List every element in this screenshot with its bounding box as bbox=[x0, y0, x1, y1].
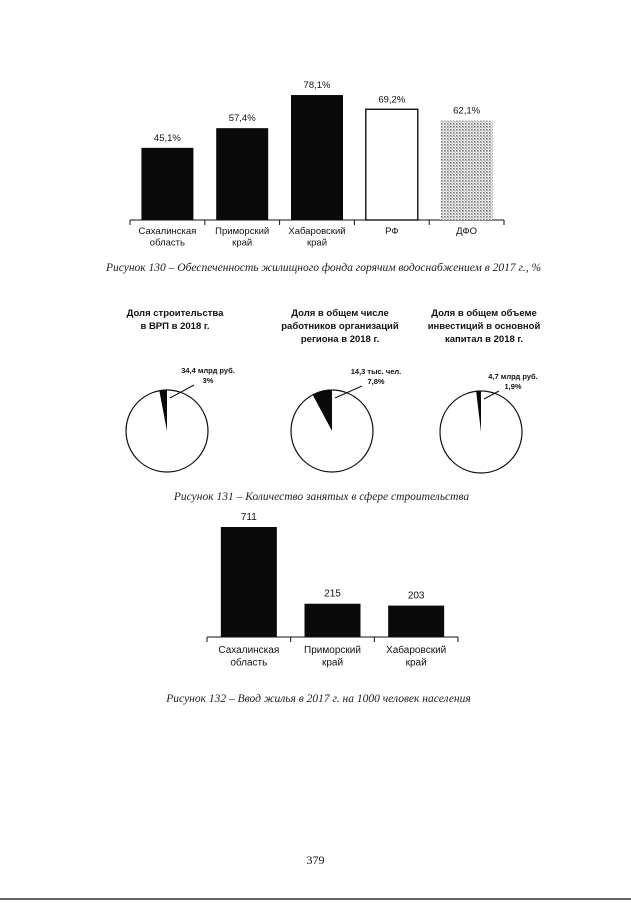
data-label: 215 bbox=[324, 588, 341, 600]
data-label: 711 bbox=[240, 512, 257, 523]
pie-title: в ВРП в 2018 г. bbox=[140, 321, 210, 332]
pie-title: региона в 2018 г. bbox=[300, 334, 380, 345]
pie-data-label: 1,9% bbox=[504, 382, 522, 391]
pie-title: Доля строительства bbox=[126, 308, 224, 319]
pie-title: Доля в общем числе bbox=[291, 308, 389, 319]
bar bbox=[305, 604, 361, 637]
pie-data-label: 3% bbox=[202, 376, 214, 385]
data-label: 62,1% bbox=[453, 105, 481, 117]
bottom-scan-rule bbox=[0, 898, 631, 900]
x-tick-label: край bbox=[405, 657, 427, 669]
x-tick-label: Хабаровский bbox=[288, 226, 346, 237]
pie-title: капитал в 2018 г. bbox=[444, 334, 524, 345]
x-tick-label: край bbox=[306, 237, 328, 249]
x-tick-label: Сахалинская bbox=[218, 645, 280, 656]
x-tick-label: Сахалинская bbox=[138, 226, 197, 237]
x-tick-label: область bbox=[230, 657, 268, 669]
x-tick-label: ДФО bbox=[456, 226, 478, 237]
pie-title: инвестиций в основной bbox=[427, 321, 541, 332]
x-tick-label: Приморский bbox=[215, 226, 270, 237]
x-tick-label: область bbox=[149, 237, 185, 249]
figure-131-caption: Рисунок 131 – Количество занятых в сфере строительства bbox=[173, 491, 470, 503]
pie-data-label: 7,8% bbox=[367, 377, 385, 386]
page-number: 379 bbox=[306, 853, 325, 867]
bar bbox=[221, 527, 277, 637]
data-label: 45,1% bbox=[153, 132, 181, 144]
x-tick-label: Приморский bbox=[304, 645, 361, 656]
x-tick-label: РФ bbox=[385, 226, 399, 237]
pie-data-label: 34,4 млрд руб. bbox=[181, 366, 235, 375]
bar bbox=[388, 606, 444, 637]
figure-130-caption: Рисунок 130 – Обеспеченность жилищного фонда горячим водоснабжением в 2017 г., % bbox=[105, 262, 542, 274]
data-label: 78,1% bbox=[303, 80, 331, 92]
figure-132-caption: Рисунок 132 – Ввод жилья в 2017 г. на 1000 человек населения bbox=[166, 693, 471, 705]
pie-data-label: 4,7 млрд руб. bbox=[488, 372, 538, 381]
data-label: 203 bbox=[407, 590, 425, 602]
pie-title: работников организаций bbox=[281, 321, 399, 332]
pie-data-label: 14,3 тыс. чел. bbox=[350, 367, 402, 376]
pie-title: Доля в общем объеме bbox=[431, 308, 537, 319]
x-tick-label: Хабаровский bbox=[386, 645, 447, 656]
x-tick-label: край bbox=[232, 237, 253, 249]
data-label: 69,2% bbox=[378, 94, 406, 106]
data-label: 57,4% bbox=[228, 113, 256, 125]
x-tick-label: край bbox=[321, 657, 344, 669]
